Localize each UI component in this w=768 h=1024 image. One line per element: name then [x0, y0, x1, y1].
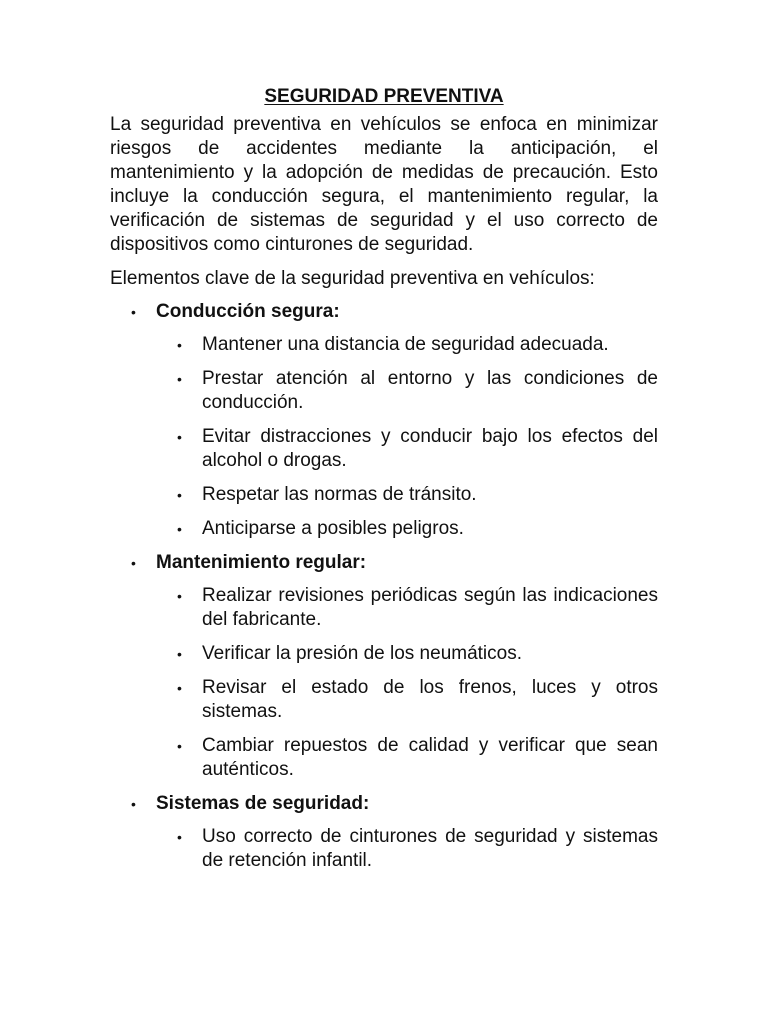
- list-item: [156, 734, 658, 782]
- list-item: [156, 333, 658, 357]
- list-item: [156, 825, 658, 873]
- bullet-icon: •: [177, 521, 182, 537]
- document-title: SEGURIDAD PREVENTIVA: [264, 86, 504, 107]
- list-item: [156, 367, 658, 415]
- list-item: [156, 642, 658, 666]
- section-item: [110, 792, 658, 873]
- list-item: [156, 483, 658, 507]
- list-item-text: Respetar las normas de tránsito.: [202, 484, 477, 505]
- list-item-text: Anticiparse a posibles peligros.: [202, 518, 464, 539]
- section-heading: Sistemas de seguridad:: [156, 793, 370, 814]
- document-page: [110, 85, 658, 883]
- section-sublist: [156, 825, 658, 873]
- list-item: [156, 676, 658, 724]
- section-sublist: [156, 333, 658, 541]
- bullet-icon: •: [131, 555, 136, 571]
- section-heading: Conducción segura:: [156, 301, 340, 322]
- key-elements-list: [110, 300, 658, 873]
- bullet-icon: •: [177, 337, 182, 353]
- list-item-text: Realizar revisiones periódicas según las indicaciones del fabricante.: [202, 585, 658, 630]
- section-item: [110, 300, 658, 541]
- section-item: [110, 551, 658, 782]
- bullet-icon: •: [177, 371, 182, 387]
- list-item-text: Mantener una distancia de seguridad adecuada.: [202, 334, 609, 355]
- list-item-text: Cambiar repuestos de calidad y verificar que sean auténticos.: [202, 735, 658, 780]
- intro-paragraph: La seguridad preventiva en vehículos se enfoca en minimizar riesgos de accidentes mediante la anticipación, el mantenimiento y la adopción de medidas de precaución. Esto incluye la conducción segura, el mantenimiento regular, la verificación de sistemas de seguridad y el uso correcto de dispositivos como cinturones de seguridad.: [110, 114, 658, 255]
- key-elements-lead: Elementos clave de la seguridad preventiva en vehículos:: [110, 268, 595, 289]
- list-item-text: Prestar atención al entorno y las condiciones de conducción.: [202, 368, 658, 413]
- bullet-icon: •: [177, 646, 182, 662]
- list-item: [156, 425, 658, 473]
- bullet-icon: •: [177, 829, 182, 845]
- bullet-icon: •: [177, 738, 182, 754]
- bullet-icon: •: [131, 304, 136, 320]
- list-item-text: Verificar la presión de los neumáticos.: [202, 643, 522, 664]
- bullet-icon: •: [131, 796, 136, 812]
- list-item-text: Evitar distracciones y conducir bajo los efectos del alcohol o drogas.: [202, 426, 658, 471]
- list-item: [156, 584, 658, 632]
- list-item-text: Uso correcto de cinturones de seguridad y sistemas de retención infantil.: [202, 826, 658, 871]
- list-item: [156, 517, 658, 541]
- bullet-icon: •: [177, 588, 182, 604]
- section-sublist: [156, 584, 658, 782]
- bullet-icon: •: [177, 680, 182, 696]
- list-item-text: Revisar el estado de los frenos, luces y otros sistemas.: [202, 677, 658, 722]
- section-heading: Mantenimiento regular:: [156, 552, 367, 573]
- bullet-icon: •: [177, 487, 182, 503]
- bullet-icon: •: [177, 429, 182, 445]
